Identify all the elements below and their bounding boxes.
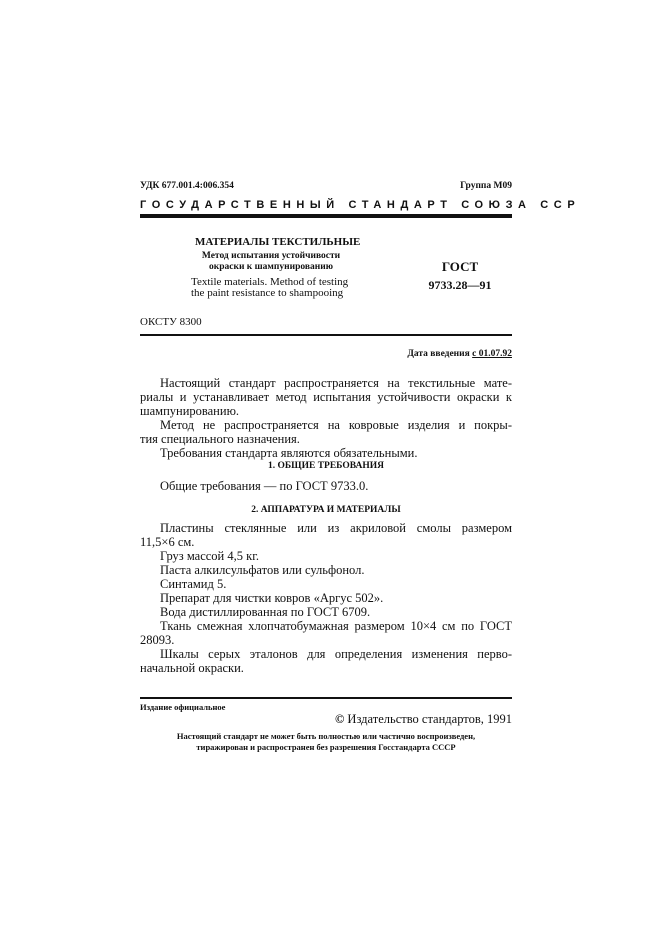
copyright-text: Издательство стандартов, 1991: [347, 712, 512, 726]
state-standard-banner: ГОСУДАРСТВЕННЫЙ СТАНДАРТ СОЮЗА ССР: [140, 199, 581, 211]
text-line: тия специального назначения.: [140, 432, 300, 446]
subtitle-ru-1: Метод испытания устойчивости: [201, 251, 341, 261]
text-line: Препарат для чистки ковров «Аргус 502».: [160, 591, 384, 605]
effective-date-value: с 01.07.92: [472, 349, 512, 359]
effective-date-label: Дата введения: [407, 349, 470, 359]
text-line: Метод не распространяется на ковровые изделия и покры-: [160, 418, 512, 432]
gost-number: 9733.28—91: [428, 278, 492, 292]
subtitle-en-1: Textile materials. Method of testing: [191, 276, 349, 288]
okstu-code: ОКСТУ 8300: [140, 316, 202, 328]
effective-date: [407, 349, 512, 359]
text-line: Груз массой 4,5 кг.: [160, 549, 260, 563]
header-rule: [140, 334, 512, 336]
subtitle-ru-2: окраски к шампунированию: [209, 262, 333, 272]
text-line: Настоящий стандарт распространяется на текстильные мате-: [160, 376, 512, 390]
text-line: Вода дистиллированная по ГОСТ 6709.: [160, 605, 371, 619]
group-code: Группа М09: [460, 181, 512, 191]
gost-label: ГОСТ: [441, 259, 479, 274]
subtitle-en-2: the paint resistance to shampooing: [191, 287, 344, 299]
text-line: риалы и устанавливает метод испытания устойчивости окраски к: [140, 390, 512, 404]
text-line: 28093.: [140, 633, 175, 647]
official-edition: Издание официальное: [140, 702, 226, 712]
section-2-heading: 2. АППАРАТУРА И МАТЕРИАЛЫ: [251, 505, 401, 515]
text-line: Ткань смежная хлопчатобумажная размером 10×4 см по ГОСТ: [160, 619, 512, 633]
reproduction-notice-1: Настоящий стандарт не может быть полностью или частично воспроизведен,: [176, 731, 476, 741]
reproduction-notice-2: тиражирован и распространен без разрешения Госстандарта СССР: [196, 742, 456, 752]
udk-code: УДК 677.001.4:006.354: [140, 181, 234, 191]
section-1-heading: 1. ОБЩИЕ ТРЕБОВАНИЯ: [267, 461, 385, 471]
copyright: [335, 712, 512, 727]
footer-rule: [140, 697, 512, 699]
section-1-text: Общие требования — по ГОСТ 9733.0.: [160, 479, 369, 493]
copyright-icon: ©: [334, 712, 345, 726]
text-line: шампунированию.: [140, 404, 240, 418]
text-line: 11,5×6 см.: [140, 535, 195, 549]
text-line: Шкалы серых эталонов для определения изменения перво-: [160, 647, 512, 661]
text-line: Пластины стеклянные или из акриловой смолы размером: [160, 521, 512, 535]
text-line: Паста алкилсульфатов или сульфонол.: [160, 563, 365, 577]
banner-rule: [140, 214, 512, 218]
text-line: Требования стандарта являются обязательными.: [160, 446, 418, 460]
text-line: Синтамид 5.: [160, 577, 227, 591]
text-line: начальной окраски.: [140, 661, 244, 675]
document-title: МАТЕРИАЛЫ ТЕКСТИЛЬНЫЕ: [195, 236, 361, 248]
